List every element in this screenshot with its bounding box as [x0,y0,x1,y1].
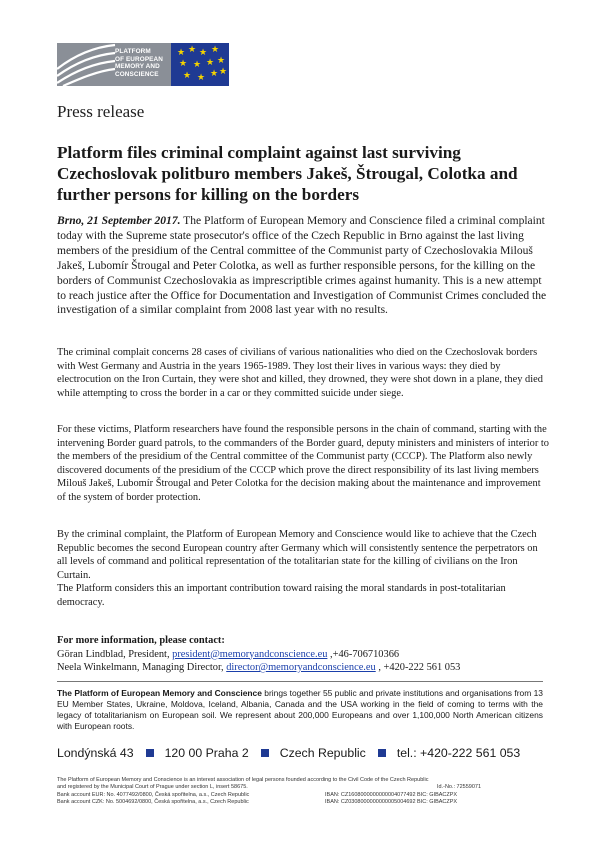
svg-text:★: ★ [177,48,186,58]
svg-text:★: ★ [211,45,220,55]
address-line [57,746,520,760]
logo-grey-panel [57,43,171,86]
bullet-square-icon [261,749,269,757]
contact-block [57,634,460,675]
president-email-link[interactable]: president@memoryandconscience.eu [172,648,328,660]
contact-director: Neela Winkelmann, Managing Director, director@memoryandconscience.eu , +420-222 561 053 [57,662,461,673]
dateline: Brno, 21 September 2017. [57,215,181,227]
svg-text:★: ★ [219,67,228,77]
platform-logo [57,43,229,86]
logo-eu-stars-panel [171,43,229,86]
svg-text:★: ★ [183,71,192,81]
svg-text:★: ★ [217,56,226,66]
paragraph-victims: The criminal complait concerns 28 cases of civilians of various nationalities who died on the Czechoslovak borders with West Germany and Austria in the years 1965-1989. They lost their lives in various ways: they died by electrocution on the Iron Curtain, they were shot and killed, they drowned, they were shot down in a plane, they died while attempting to cross the border in a car or they committed suicide under siege. [57,347,543,399]
address-tel: tel.: +420-222 561 053 [396,746,521,760]
press-release-label: Press release [57,102,145,121]
address-country: Czech Republic [279,746,366,760]
svg-text:★: ★ [193,60,202,70]
address-city: 120 00 Praha 2 [164,746,249,760]
contact-heading: For more information, please contact: [57,635,225,646]
logo-text: PLATFORM OF EUROPEAN MEMORY AND CONSCIENCE [115,48,163,78]
paragraph-research: For these victims, Platform researchers have found the responsible persons in the chain of command, starting with the intervening Border guard patrols, to the commanders of the Border guard, deputy ministers and ministers of interior to the members of the presidium of the Central committee of the Communist party (CCCP). The Platform also newly discovered documents of the presidium of the CCCP which prove the direct responsibility of its last living members Milouš Jakeš, Lubomír Štrougal and Peter Colotka for the decision making about the maintenance and improvement of the system of border protection. [57,424,549,503]
svg-text:★: ★ [206,58,215,68]
svg-text:★: ★ [188,45,197,55]
paragraph-goal: By the criminal complaint, the Platform of European Memory and Conscience would like to achieve that the Czech Republic becomes the second European country after Germany which will consistently sentence the perpetrators on all levels of command and political representation of the totalitarian state for the killing of civilians on the Iron Curtain. The Platform considers this an important contribution toward raising the moral standards in post-totalitarian democracy. [57,529,538,608]
bullet-square-icon [378,749,386,757]
eu-stars-icon [171,43,229,86]
svg-text:★: ★ [199,48,208,58]
about-platform: The Platform of European Memory and Conscience brings together 55 public and private institutions and organisations from 13 EU Member States, Ukraine, Moldova, Iceland, Albania, Canada and the USA working in the field of coming to terms with the legacy of totalitarianism on European soil. We represent about 200,000 Europeans and over 1,100,000 North American citizens with European roots. [57,688,543,732]
svg-text:★: ★ [179,59,188,69]
paragraph-intro: Brno, 21 September 2017. The Platform of European Memory and Conscience filed a criminal complaint today with the Supreme state prosecutor's office of the Czech Republic in Brno against the last living members of the presidium of the Central committee of the Communist party of Czechoslovakia Milouš Jakeš, Lubomír Štrougal and Peter Colotka, as well as further responsible persons, for the killing on the borders of Communist Czechoslovakia as imprescriptible crimes against humanity. This is a new attempt to reach justice after the Office for Documentation and Investigation of Communist Crimes concluded the investigation of a similar complaint from 2008 last year with no results. [57,215,547,317]
director-email-link[interactable]: director@memoryandconscience.eu [226,662,376,673]
svg-text:★: ★ [197,73,206,83]
bullet-square-icon [146,749,154,757]
address-street: Londýnská 43 [57,746,134,760]
divider [57,681,543,682]
svg-text:★: ★ [210,69,219,79]
legal-footer: The Platform of European Memory and Conscience is an interest association of legal persons founded according to the Civil Code of the Czech Republic and registered by the Municipal Court of Prague under section L, insert 58675. Id.-No.: 72559071 Bank account EUR: No. 4077492/0800, Česká spořitelna, a.s., Czech Republic IBAN: CZ1608000000000004077492 BIC: GIBACZPX Bank account CZK: No. 5004692/0800, Česká spořitelna, a.s., Czech Republic IBAN: CZ0308000000000005004692 BIC: GIBACZPX [57,777,482,806]
contact-president: Göran Lindblad, President, president@memoryandconscience.eu ,+46-706710366 [57,648,400,660]
page-title: Platform files criminal complaint against last surviving Czechoslovak politburo members Jakeš, Štrougal, Colotka and further persons for killing on the borders [57,143,518,204]
